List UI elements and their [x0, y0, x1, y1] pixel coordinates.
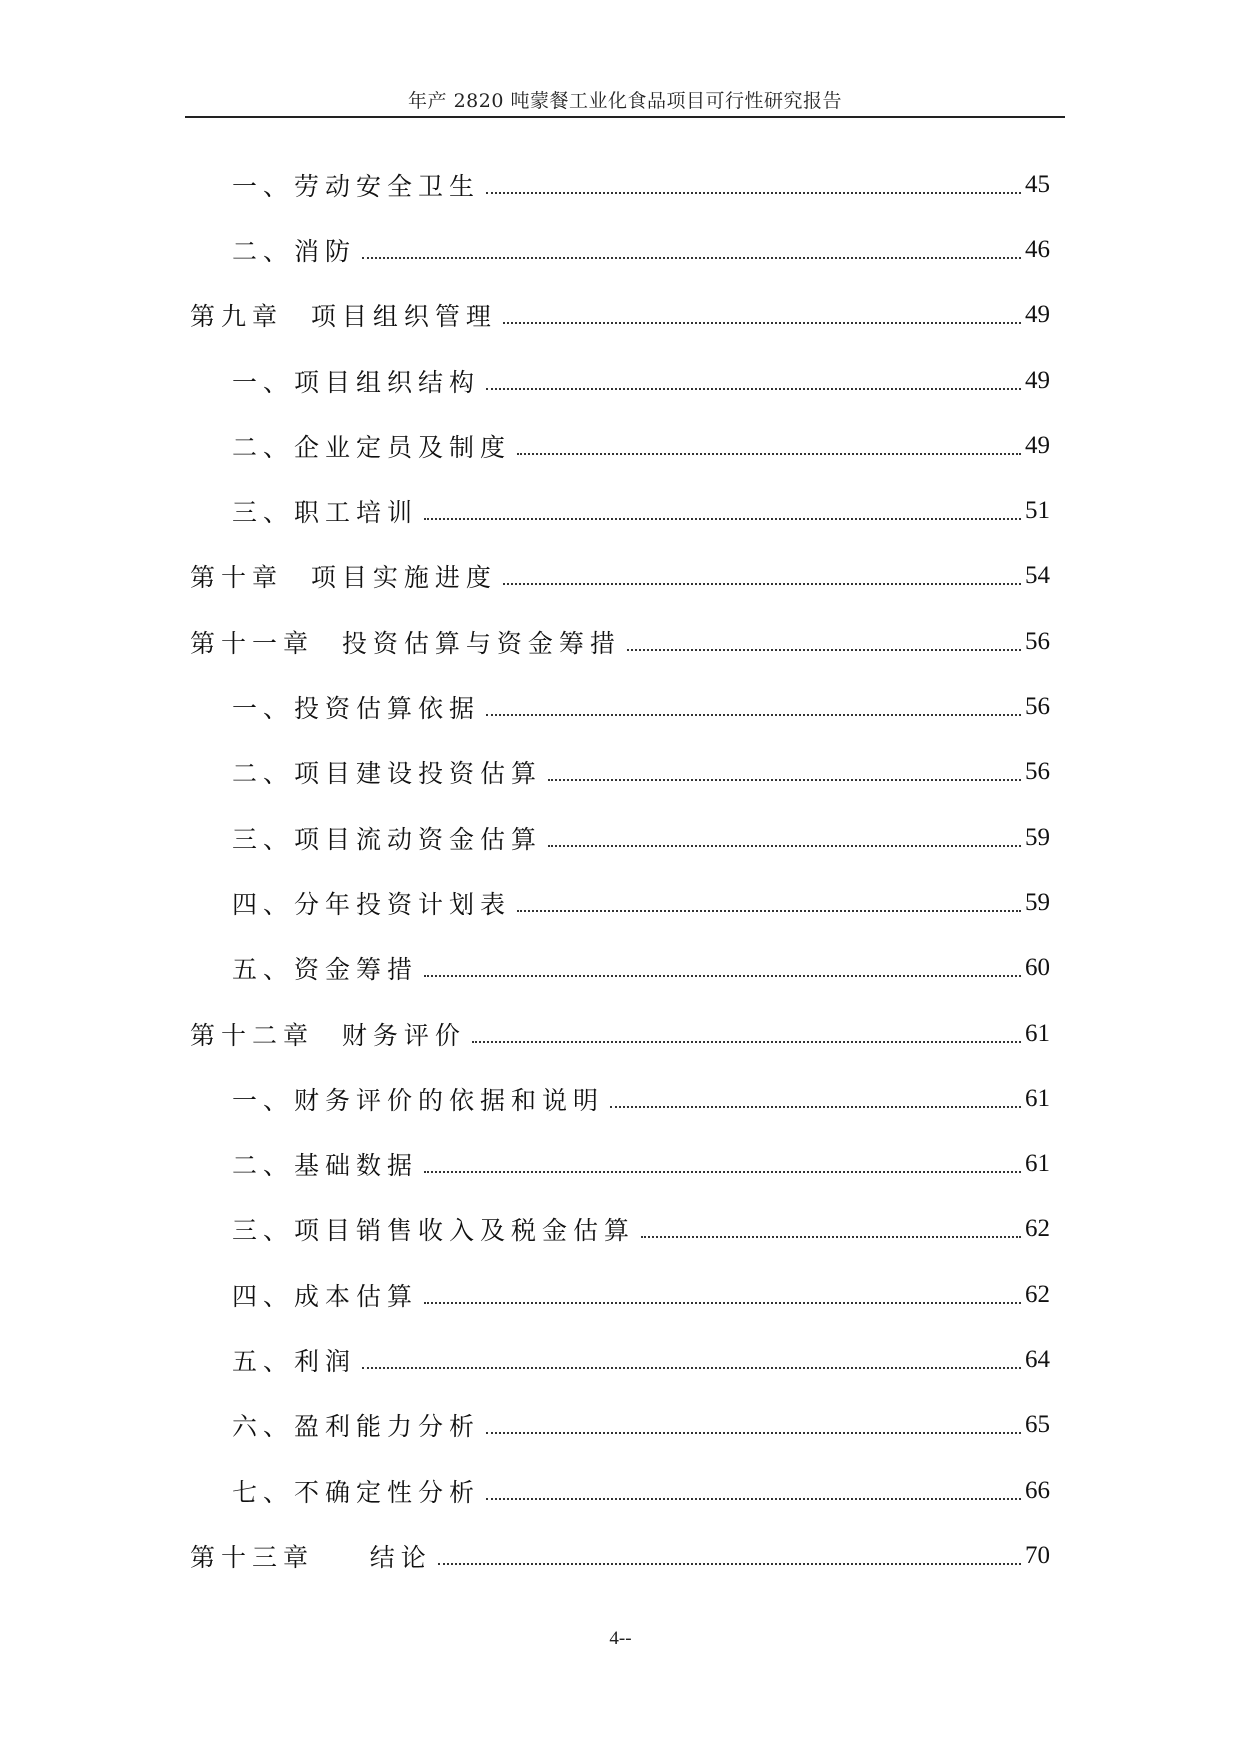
toc-entry[interactable] [190, 1262, 1050, 1327]
toc-dot-leader [548, 779, 1021, 781]
toc-entry[interactable] [190, 217, 1050, 282]
toc-dot-leader [486, 1432, 1021, 1434]
toc-dot-leader [503, 583, 1021, 585]
toc-entry-page: 61 [1025, 1084, 1050, 1112]
toc-entry-page: 59 [1025, 888, 1050, 916]
toc-dot-leader [486, 714, 1021, 716]
toc-entry[interactable] [190, 283, 1050, 348]
toc-dot-leader [438, 1563, 1021, 1565]
toc-dot-leader [548, 845, 1021, 847]
toc-entry-page: 64 [1025, 1345, 1050, 1373]
toc-dot-leader [486, 192, 1021, 194]
toc-entry-title: 二、项目建设投资估算 [232, 759, 543, 789]
toc-entry-title: 一、财务评价的依据和说明 [232, 1085, 605, 1115]
table-of-contents [190, 152, 1050, 1589]
toc-entry-page: 51 [1025, 497, 1050, 525]
toc-entry[interactable] [190, 152, 1050, 217]
toc-dot-leader [424, 518, 1021, 520]
toc-entry[interactable] [190, 936, 1050, 1001]
toc-entry[interactable] [190, 478, 1050, 543]
toc-dot-leader [641, 1236, 1021, 1238]
toc-entry-title: 三、项目销售收入及税金估算 [232, 1216, 636, 1246]
page-number: 4-- [609, 1628, 632, 1649]
toc-entry[interactable] [190, 674, 1050, 739]
toc-entry[interactable] [190, 1458, 1050, 1523]
toc-dot-leader [486, 1498, 1021, 1500]
toc-entry[interactable] [190, 870, 1050, 935]
toc-entry-page: 62 [1025, 1280, 1050, 1308]
toc-dot-leader [472, 1041, 1021, 1043]
toc-entry[interactable] [190, 544, 1050, 609]
toc-entry-page: 59 [1025, 823, 1050, 851]
toc-dot-leader [503, 322, 1021, 324]
toc-entry-page: 65 [1025, 1411, 1050, 1439]
header-rule [185, 116, 1065, 118]
toc-dot-leader [424, 975, 1021, 977]
toc-entry-page: 45 [1025, 170, 1050, 198]
toc-entry-title: 二、企业定员及制度 [232, 432, 512, 462]
toc-dot-leader [424, 1302, 1021, 1304]
toc-entry[interactable] [190, 348, 1050, 413]
toc-entry-title: 二、消防 [232, 236, 357, 266]
toc-dot-leader [517, 910, 1021, 912]
toc-entry-title: 五、利润 [232, 1346, 357, 1376]
toc-entry-page: 60 [1025, 954, 1050, 982]
running-header: 年产 2820 吨蒙餐工业化食品项目可行性研究报告 [408, 90, 842, 112]
toc-entry-page: 56 [1025, 693, 1050, 721]
toc-entry[interactable] [190, 1197, 1050, 1262]
toc-entry[interactable] [190, 609, 1050, 674]
toc-entry[interactable] [190, 1066, 1050, 1131]
toc-entry-page: 62 [1025, 1215, 1050, 1243]
toc-entry[interactable] [190, 1327, 1050, 1392]
toc-entry[interactable] [190, 1523, 1050, 1588]
toc-entry-title: 七、不确定性分析 [232, 1477, 481, 1507]
toc-entry[interactable] [190, 1001, 1050, 1066]
toc-entry-title: 一、项目组织结构 [232, 367, 481, 397]
toc-entry[interactable] [190, 740, 1050, 805]
toc-dot-leader [486, 388, 1021, 390]
toc-entry[interactable] [190, 413, 1050, 478]
toc-entry-title: 三、项目流动资金估算 [232, 824, 543, 854]
toc-entry-page: 61 [1025, 1150, 1050, 1178]
toc-entry-title: 六、盈利能力分析 [232, 1412, 481, 1442]
toc-dot-leader [610, 1106, 1021, 1108]
toc-entry-page: 56 [1025, 627, 1050, 655]
toc-entry-title: 五、资金筹措 [232, 955, 419, 985]
toc-entry-title: 四、成本估算 [232, 1281, 419, 1311]
toc-entry-page: 66 [1025, 1476, 1050, 1504]
toc-entry-page: 70 [1025, 1541, 1050, 1569]
toc-entry-title: 第十一章 投资估算与资金筹措 [190, 628, 621, 658]
toc-entry-page: 54 [1025, 562, 1050, 590]
toc-entry-title: 二、基础数据 [232, 1151, 419, 1181]
toc-entry-title: 第十三章 结论 [190, 1542, 432, 1572]
toc-entry-title: 三、职工培训 [232, 498, 419, 528]
toc-entry-page: 56 [1025, 758, 1050, 786]
toc-entry-page: 49 [1025, 431, 1050, 459]
toc-entry[interactable] [190, 805, 1050, 870]
toc-entry-page: 61 [1025, 1019, 1050, 1047]
toc-entry-page: 49 [1025, 301, 1050, 329]
toc-dot-leader [627, 649, 1021, 651]
toc-dot-leader [362, 257, 1021, 259]
toc-entry-title: 第十二章 财务评价 [190, 1020, 466, 1050]
toc-entry-title: 一、劳动安全卫生 [232, 171, 481, 201]
toc-dot-leader [424, 1171, 1021, 1173]
toc-entry[interactable] [190, 1393, 1050, 1458]
toc-entry-title: 第十章 项目实施进度 [190, 563, 497, 593]
toc-entry-title: 四、分年投资计划表 [232, 889, 512, 919]
toc-dot-leader [362, 1367, 1021, 1369]
toc-entry[interactable] [190, 1131, 1050, 1196]
toc-entry-page: 46 [1025, 235, 1050, 263]
toc-dot-leader [517, 453, 1021, 455]
toc-entry-title: 第九章 项目组织管理 [190, 302, 497, 332]
toc-entry-page: 49 [1025, 366, 1050, 394]
toc-entry-title: 一、投资估算依据 [232, 694, 481, 724]
